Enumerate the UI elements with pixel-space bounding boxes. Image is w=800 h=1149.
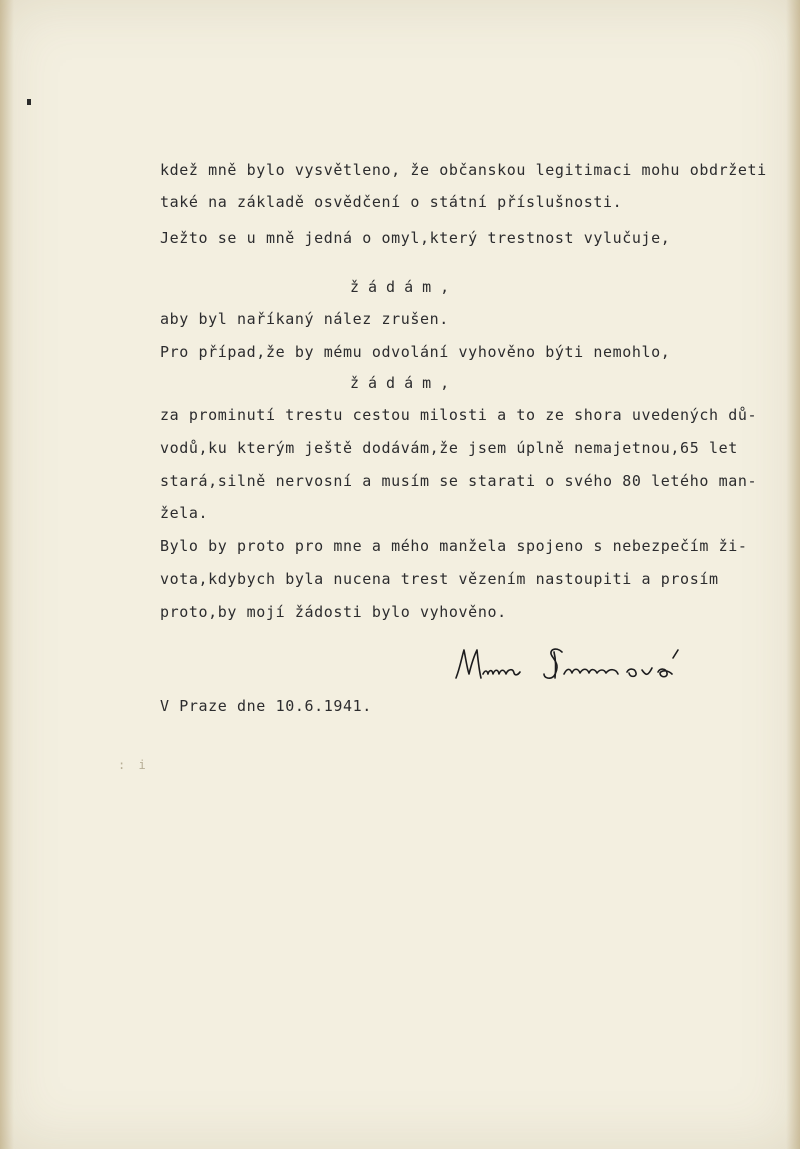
paper-edge-left — [0, 0, 14, 1149]
body-line-12: proto,by mojí žádosti bylo vyhověno. — [160, 603, 507, 621]
body-line-6: za prominutí trestu cestou milosti a to ze shora uvedených dů- — [160, 406, 758, 424]
faint-margin-mark: : i — [118, 758, 149, 772]
place-date: V Praze dne 10.6.1941. — [160, 697, 372, 715]
request-heading-1: žádám, — [350, 278, 459, 296]
body-line-3: Ježto se u mně jedná o omyl,který trestnost vylučuje, — [160, 229, 671, 247]
body-line-5: Pro případ,že by mému odvolání vyhověno býti nemohlo, — [160, 343, 671, 361]
request-heading-2: žádám, — [350, 374, 459, 392]
ink-dot-mark — [27, 99, 31, 105]
body-line-1: kdež mně bylo vysvětleno, že občanskou legitimaci mohu obdržeti — [160, 161, 767, 179]
body-line-10: Bylo by proto pro mne a mého manžela spojeno s nebezpečím ži- — [160, 537, 748, 555]
body-line-8: stará,silně nervosní a musím se starati o svého 80 letého man- — [160, 472, 758, 490]
body-line-7: vodů,ku kterým ještě dodávám,že jsem úplně nemajetnou,65 let — [160, 439, 738, 457]
body-line-9: žela. — [160, 504, 209, 522]
handwritten-signature — [452, 638, 702, 688]
body-line-2: také na základě osvědčení o státní příslušnosti. — [160, 193, 623, 211]
body-line-4: aby byl naříkaný nález zrušen. — [160, 310, 449, 328]
body-line-11: vota,kdybych byla nucena trest vězením nastoupiti a prosím — [160, 570, 719, 588]
paper-edge-right — [786, 0, 800, 1149]
